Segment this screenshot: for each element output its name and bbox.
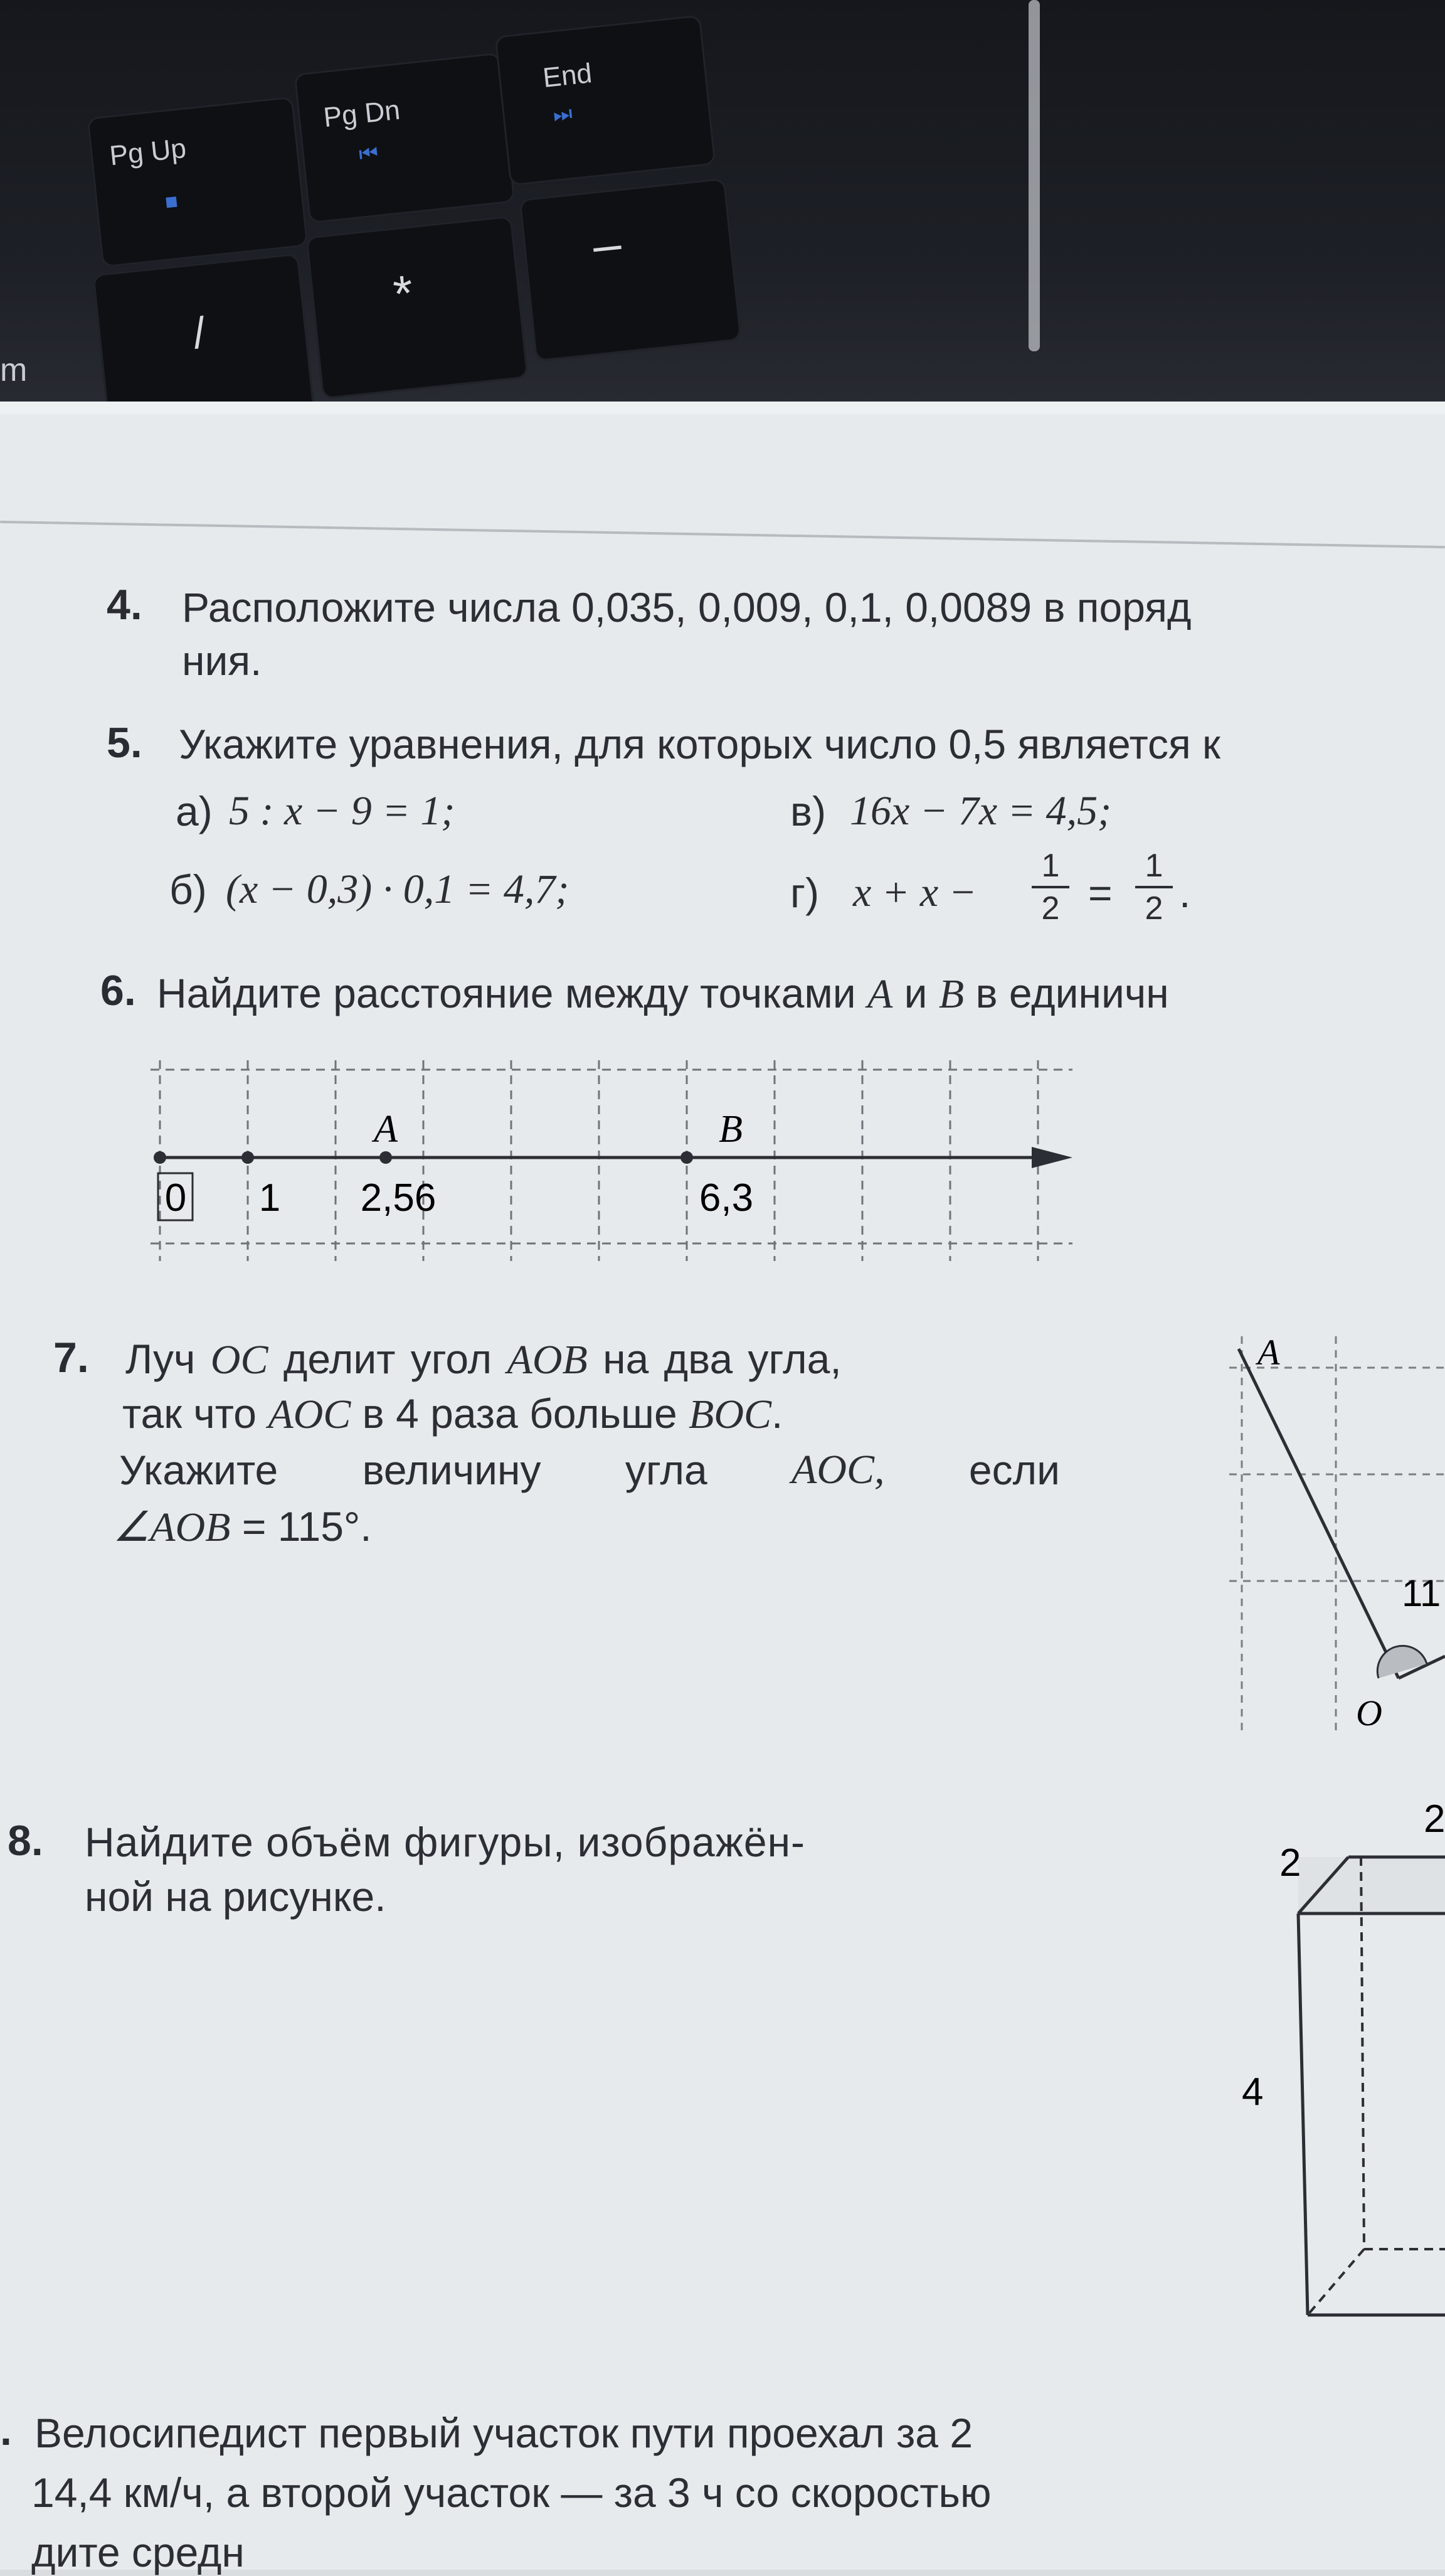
end-key-label: End bbox=[541, 58, 594, 94]
task5-text: Укажите уравнения, для которых число 0,5 является к bbox=[179, 721, 1220, 767]
dim-label-height: 4 bbox=[1242, 2070, 1264, 2114]
task5-g-lhs: x + x − bbox=[853, 870, 977, 915]
t7-word: Укажите bbox=[119, 1447, 278, 1493]
tick-label-0: 0 bbox=[164, 1176, 187, 1220]
page-edge bbox=[0, 402, 1445, 414]
task5-g-tail: . bbox=[1179, 870, 1191, 916]
task4-line2: ния. bbox=[182, 637, 262, 684]
dim-label-top: 2 bbox=[1424, 1797, 1445, 1841]
t7-angle-aoc: AOC, bbox=[791, 1447, 885, 1493]
stop-square-icon: ■ bbox=[164, 189, 179, 215]
task5-g-fraction-1 bbox=[1032, 847, 1069, 927]
fraction-denominator: 2 bbox=[1145, 890, 1163, 927]
cable bbox=[1029, 0, 1040, 351]
task6-text bbox=[157, 969, 1169, 1018]
task6-number: 6. bbox=[100, 967, 136, 1014]
numpad-minus-key bbox=[519, 178, 741, 361]
task9-line2: 14,4 км/ч, а второй участок — за 3 ч со скоростью bbox=[31, 2469, 992, 2516]
t7-word: делит угол bbox=[283, 1336, 492, 1382]
point-a bbox=[379, 1151, 392, 1164]
t7-word: угла bbox=[625, 1447, 707, 1493]
task9-line1: Велосипедист первый участок пути проехал за 2 bbox=[34, 2410, 973, 2456]
t7-word: если bbox=[968, 1447, 1060, 1493]
task7-line1 bbox=[125, 1335, 842, 1384]
task4-line1: Расположите числа 0,035, 0,009, 0,1, 0,0089 в поряд bbox=[182, 584, 1192, 631]
fraction-numerator: 1 bbox=[1145, 848, 1163, 884]
t7-word: так что bbox=[122, 1390, 257, 1437]
task9-bullet: . bbox=[0, 2407, 12, 2454]
pgup-key-label: Pg Up bbox=[108, 132, 188, 172]
task8-line1: Найдите объём фигуры, изображён- bbox=[85, 1819, 806, 1865]
pgup-key bbox=[87, 96, 308, 267]
task6-conj: и bbox=[904, 970, 928, 1016]
vertex-o-label: O bbox=[1356, 1693, 1382, 1733]
task8-number: 8. bbox=[8, 1817, 43, 1865]
vertex-a-label: A bbox=[1257, 1332, 1280, 1373]
t7-ray-oc: OC bbox=[210, 1337, 268, 1383]
numpad-star-key bbox=[305, 215, 528, 399]
t7-word: в 4 раза больше bbox=[362, 1390, 677, 1437]
fraction-numerator: 1 bbox=[1041, 848, 1060, 884]
numpad-minus-glyph: – bbox=[590, 215, 624, 274]
fraction-bar bbox=[1032, 886, 1069, 888]
task8-line2: ной на рисунке. bbox=[85, 1873, 386, 1920]
box-edge bbox=[1298, 1913, 1308, 2315]
box-top-face bbox=[1298, 1857, 1445, 1913]
t7-word: на два угла, bbox=[603, 1336, 842, 1382]
point-one bbox=[241, 1151, 254, 1164]
pgdn-key-label: Pg Dn bbox=[322, 94, 402, 134]
numpad-slash-glyph: / bbox=[190, 307, 208, 358]
tick-label-1: 1 bbox=[258, 1176, 281, 1220]
box-hidden-edge bbox=[1361, 1857, 1364, 2249]
task7-line4 bbox=[113, 1503, 372, 1551]
task5-a-label: а) bbox=[176, 788, 213, 834]
task4-number: 4. bbox=[107, 581, 142, 629]
task7-number: 7. bbox=[53, 1334, 89, 1381]
task5-v-label: в) bbox=[790, 788, 827, 834]
task9-line3: дите средн bbox=[31, 2529, 245, 2575]
number-line-arrow bbox=[1032, 1147, 1072, 1168]
point-b-label: B bbox=[719, 1108, 743, 1151]
point-b bbox=[680, 1151, 693, 1164]
task5-number: 5. bbox=[107, 719, 142, 767]
next-track-icon: ⏭ bbox=[552, 101, 574, 127]
tick-label-2-56: 2,56 bbox=[360, 1176, 437, 1220]
pgdn-key bbox=[294, 52, 515, 223]
task7-line2 bbox=[122, 1390, 783, 1439]
t7-word: величину bbox=[362, 1447, 541, 1493]
fraction-denominator: 2 bbox=[1041, 890, 1060, 927]
numpad-star-glyph: * bbox=[390, 264, 416, 322]
task6-text-post: в единичн bbox=[975, 970, 1169, 1016]
t7-angle-aoc: AOC bbox=[268, 1392, 351, 1437]
point-a-label: A bbox=[374, 1108, 398, 1151]
previous-track-icon: ⏮ bbox=[357, 141, 379, 167]
task5-g-label: г) bbox=[790, 870, 820, 916]
end-key bbox=[494, 14, 716, 186]
t7-word: Луч bbox=[125, 1336, 196, 1382]
dim-label-depth: 2 bbox=[1279, 1841, 1301, 1885]
keyboard-background bbox=[0, 0, 1445, 439]
task7-line3 bbox=[119, 1446, 1060, 1494]
task5-b-label: б) bbox=[169, 866, 207, 913]
keyboard-edge-text: m bbox=[0, 352, 28, 388]
box-hidden-edge bbox=[1308, 2249, 1364, 2315]
tick-label-6-3: 6,3 bbox=[699, 1176, 754, 1220]
task5-b-equation: (x − 0,3) · 0,1 = 4,7; bbox=[226, 866, 569, 912]
task5-v-equation: 16x − 7x = 4,5; bbox=[850, 788, 1112, 834]
box-figure bbox=[1242, 1782, 1445, 2334]
t7-angle-aob: AOB bbox=[507, 1337, 588, 1383]
fraction-bar bbox=[1135, 886, 1173, 888]
t7-angle-value: = 115°. bbox=[241, 1503, 372, 1550]
t7-period: . bbox=[771, 1390, 783, 1437]
point-zero bbox=[154, 1151, 166, 1164]
ray-oa bbox=[1239, 1349, 1399, 1678]
grid-lines bbox=[151, 1060, 1072, 1261]
angle-figure bbox=[1210, 1330, 1445, 1750]
task6-text-pre: Найдите расстояние между точками bbox=[157, 970, 856, 1016]
number-line-figure bbox=[144, 1041, 1085, 1274]
task5-g-fraction-2 bbox=[1135, 847, 1173, 927]
task6-point-a: A bbox=[867, 971, 893, 1017]
task6-point-b: B bbox=[938, 971, 965, 1017]
task5-g-equals: = bbox=[1088, 870, 1113, 916]
t7-angle-aob: ∠AOB bbox=[113, 1504, 231, 1550]
angle-value-label: 11 bbox=[1402, 1572, 1441, 1614]
t7-angle-boc: BOC bbox=[689, 1392, 772, 1437]
task5-a-equation: 5 : x − 9 = 1; bbox=[229, 788, 455, 834]
